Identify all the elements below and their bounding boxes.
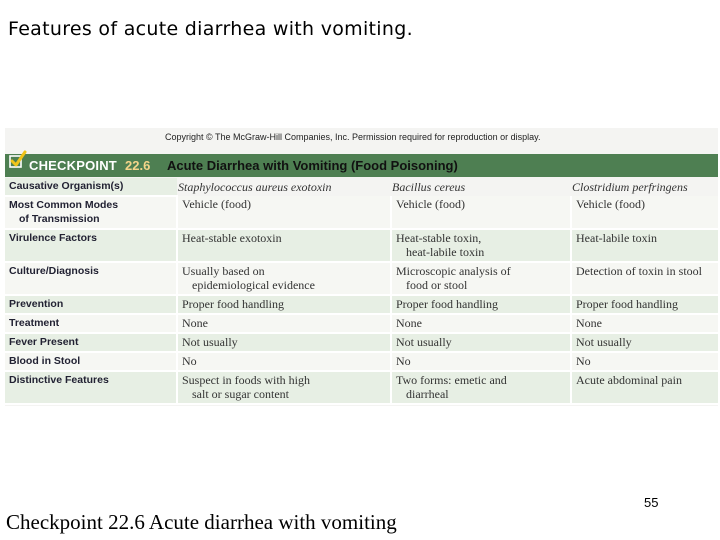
cell-line: None bbox=[396, 316, 422, 330]
table-cell bbox=[391, 352, 571, 371]
table-cell bbox=[571, 333, 718, 352]
slide-caption: Checkpoint 22.6 Acute diarrhea with vomiting bbox=[6, 510, 397, 534]
cell-line: Acute abdominal pain bbox=[576, 373, 682, 387]
table-cell bbox=[571, 262, 718, 295]
row-label-line: Distinctive Features bbox=[9, 374, 109, 386]
row-label-line: Virulence Factors bbox=[9, 232, 97, 244]
row-label-line: Culture/Diagnosis bbox=[9, 265, 99, 277]
table-cell bbox=[177, 229, 391, 262]
row-label-line: Most Common Modes bbox=[9, 199, 119, 211]
cell-line: No bbox=[396, 354, 411, 368]
cell-line: Proper food handling bbox=[182, 297, 284, 311]
organism-header: Clostridium perfringens bbox=[572, 179, 688, 194]
cell-line: Proper food handling bbox=[576, 297, 678, 311]
table-row bbox=[5, 295, 718, 314]
cell-line: Not usually bbox=[396, 335, 452, 349]
table-cell bbox=[391, 262, 571, 295]
table-row bbox=[5, 314, 718, 333]
table-cell bbox=[391, 295, 571, 314]
table-row bbox=[5, 196, 718, 229]
table-cell bbox=[177, 314, 391, 333]
table-cell bbox=[177, 262, 391, 295]
cell-line: Detection of toxin in stool bbox=[576, 264, 702, 278]
row-label bbox=[5, 333, 177, 352]
table-cell bbox=[571, 352, 718, 371]
table-row bbox=[5, 371, 718, 404]
row-label-line: Fever Present bbox=[9, 336, 79, 348]
checkpoint-title: Acute Diarrhea with Vomiting (Food Poisoning) bbox=[167, 158, 458, 173]
cell-line: heat-labile toxin bbox=[406, 245, 485, 259]
cell-line: Not usually bbox=[182, 335, 238, 349]
cell-line: Two forms: emetic and bbox=[396, 373, 507, 387]
cell-line: Vehicle (food) bbox=[396, 197, 465, 211]
cell-line: Vehicle (food) bbox=[182, 197, 251, 211]
cell-line: Proper food handling bbox=[396, 297, 498, 311]
row-label bbox=[5, 196, 177, 229]
cell-line: Not usually bbox=[576, 335, 632, 349]
cell-line: food or stool bbox=[406, 278, 468, 292]
table-cell bbox=[391, 229, 571, 262]
row-label bbox=[5, 352, 177, 371]
cell-line: salt or sugar content bbox=[192, 387, 289, 401]
table-cell bbox=[391, 333, 571, 352]
table-row bbox=[5, 352, 718, 371]
slide-title: Features of acute diarrhea with vomiting. bbox=[8, 18, 413, 40]
table-cell bbox=[177, 371, 391, 404]
table-cell bbox=[571, 196, 718, 229]
table-cell bbox=[391, 314, 571, 333]
row-label bbox=[5, 295, 177, 314]
organism-header: Bacillus cereus bbox=[392, 179, 466, 194]
table-cell bbox=[571, 314, 718, 333]
table-cell bbox=[391, 196, 571, 229]
row-label: Causative Organism(s) bbox=[5, 178, 177, 196]
checkpoint-figure bbox=[5, 128, 718, 406]
cell-line: Microscopic analysis of bbox=[396, 264, 511, 278]
table-cell bbox=[177, 333, 391, 352]
row-label bbox=[5, 314, 177, 333]
row-label-line: Treatment bbox=[9, 317, 60, 329]
cell-line: None bbox=[576, 316, 602, 330]
cell-line: Heat-stable toxin, bbox=[396, 231, 482, 245]
cell-line: Usually based on bbox=[182, 264, 265, 278]
table-row bbox=[5, 229, 718, 262]
table-row bbox=[5, 333, 718, 352]
checkmark-icon bbox=[9, 150, 27, 170]
cell-line: No bbox=[182, 354, 197, 368]
organism-header: Staphylococcus aureus exotoxin bbox=[178, 179, 332, 194]
row-label bbox=[5, 371, 177, 404]
table-cell bbox=[571, 295, 718, 314]
cell-line: No bbox=[576, 354, 591, 368]
table-row bbox=[5, 262, 718, 295]
cell-line: None bbox=[182, 316, 208, 330]
cell-line: epidemiological evidence bbox=[192, 278, 315, 292]
page-number: 55 bbox=[644, 495, 659, 510]
table-cell bbox=[391, 371, 571, 404]
row-label-line: Prevention bbox=[9, 298, 64, 310]
table-cell bbox=[177, 352, 391, 371]
checkpoint-banner bbox=[5, 154, 718, 177]
cell-line: Vehicle (food) bbox=[576, 197, 645, 211]
table-header-row bbox=[5, 178, 718, 196]
checkpoint-label: CHECKPOINT bbox=[29, 158, 117, 173]
table-cell bbox=[177, 295, 391, 314]
copyright-notice: Copyright © The McGraw-Hill Companies, Inc. Permission required for reproduction or display. bbox=[165, 132, 541, 142]
checkpoint-number: 22.6 bbox=[125, 158, 151, 173]
cell-line: diarrheal bbox=[406, 387, 449, 401]
cell-line: Suspect in foods with high bbox=[182, 373, 310, 387]
row-label-line: Blood in Stool bbox=[9, 355, 81, 367]
cell-line: Heat-labile toxin bbox=[576, 231, 657, 245]
row-label bbox=[5, 262, 177, 295]
features-table bbox=[5, 178, 718, 405]
row-label bbox=[5, 229, 177, 262]
table-cell bbox=[177, 196, 391, 229]
cell-line: Heat-stable exotoxin bbox=[182, 231, 282, 245]
table-cell bbox=[571, 229, 718, 262]
table-cell bbox=[571, 371, 718, 404]
row-label-line: of Transmission bbox=[19, 213, 100, 225]
